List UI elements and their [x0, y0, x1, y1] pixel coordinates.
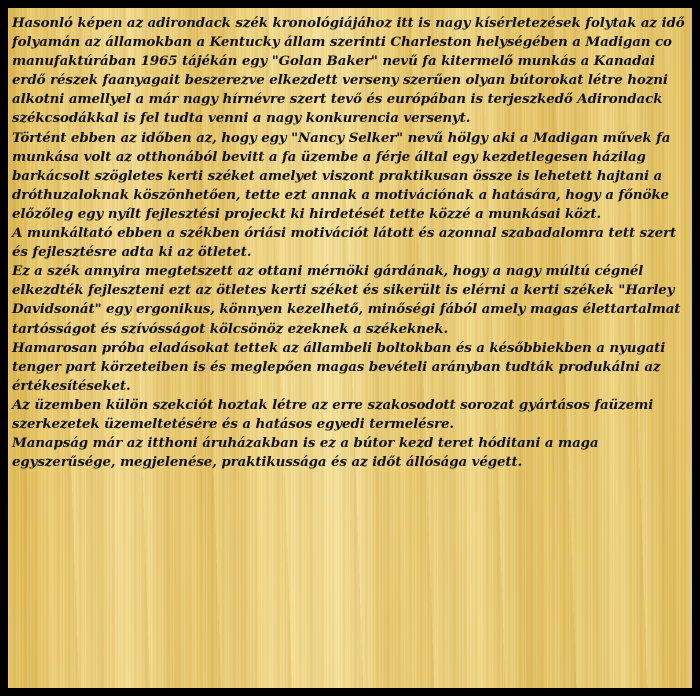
paragraph-3: A munkáltató ebben a székben óriási motivációt látott és azonnal szabadalomra tett szert és fejlesztésre adta ki az ötletet. — [12, 225, 677, 261]
paragraph-6: Az üzemben külön szekciót hoztak létre az erre szakosodott sorozat gyártásos faüzemi szerkezetek üzemeltetésére és a hatásos egyedi termelésre. — [12, 396, 654, 432]
paragraph-7: Manapság már az itthoni áruházakban is ez a bútor kezd teret hóditani a maga egyszerűsége, megjelenése, praktikussága és az időt állósága végett. — [12, 435, 599, 471]
paragraph-1: Hasonló képen az adirondack szék kronológiájához itt is nagy kísérletezések folytak az idő folyamán az államokban a Kentucky állam szerinti Charleston helységében a Madigan co manufaktúrában 1965 tájékán egy "Golan Baker" nevű fa kitermelő munkás a Kanadai erdő részek faanyagait beszerezve elkezdett verseny szerűen olyan bútorokat létre hozni alkotni amellyel a már nagy hírnévre szert tevő és európában is terjeszkedő Adirondack székcsodákkal is fel tudta venni a nagy konkurencia versenyt. — [12, 15, 685, 127]
paragraph-5: Hamarosan próba eladásokat tettek az állambeli boltokban és a későbbiekben a nyugati tenger part körzeteiben is és meglepően magas bevételi arányban tudták produkálni az értékesítéseket. — [12, 339, 666, 394]
paragraph-4: Ez a szék annyira megtetszett az ottani mérnöki gárdának, hogy a nagy múltú cégnél elkezdték fejleszteni ezt az ötletes kerti széket és sikerült is elérni a kerti székek "Harley Davidsonát" egy ergonikus, könnyen kezelhető, minőségi fából amely magas élettartalmat tartósságot és szívósságot kölcsönöz ezeknek a székeknek. — [12, 263, 681, 337]
article-text — [12, 14, 686, 472]
wood-texture-panel — [8, 8, 692, 688]
paragraph-2: Történt ebben az időben az, hogy egy "Nancy Selker" nevű hölgy aki a Madigan művek fa munkása volt az otthonából bevitt a fa üzembe a férje által egy kezdetlegesen házilag barkácsolt szögletes kerti széket amelyet viszont praktikusan össze is lehetett hajtani a dróthuzaloknak köszönhetően, tette ezt annak a motivációnak a hatására, hogy a főnöke előzőleg egy nyílt fejlesztési projeckt ki hirdetését tette közzé a munkásai közt. — [12, 129, 671, 222]
